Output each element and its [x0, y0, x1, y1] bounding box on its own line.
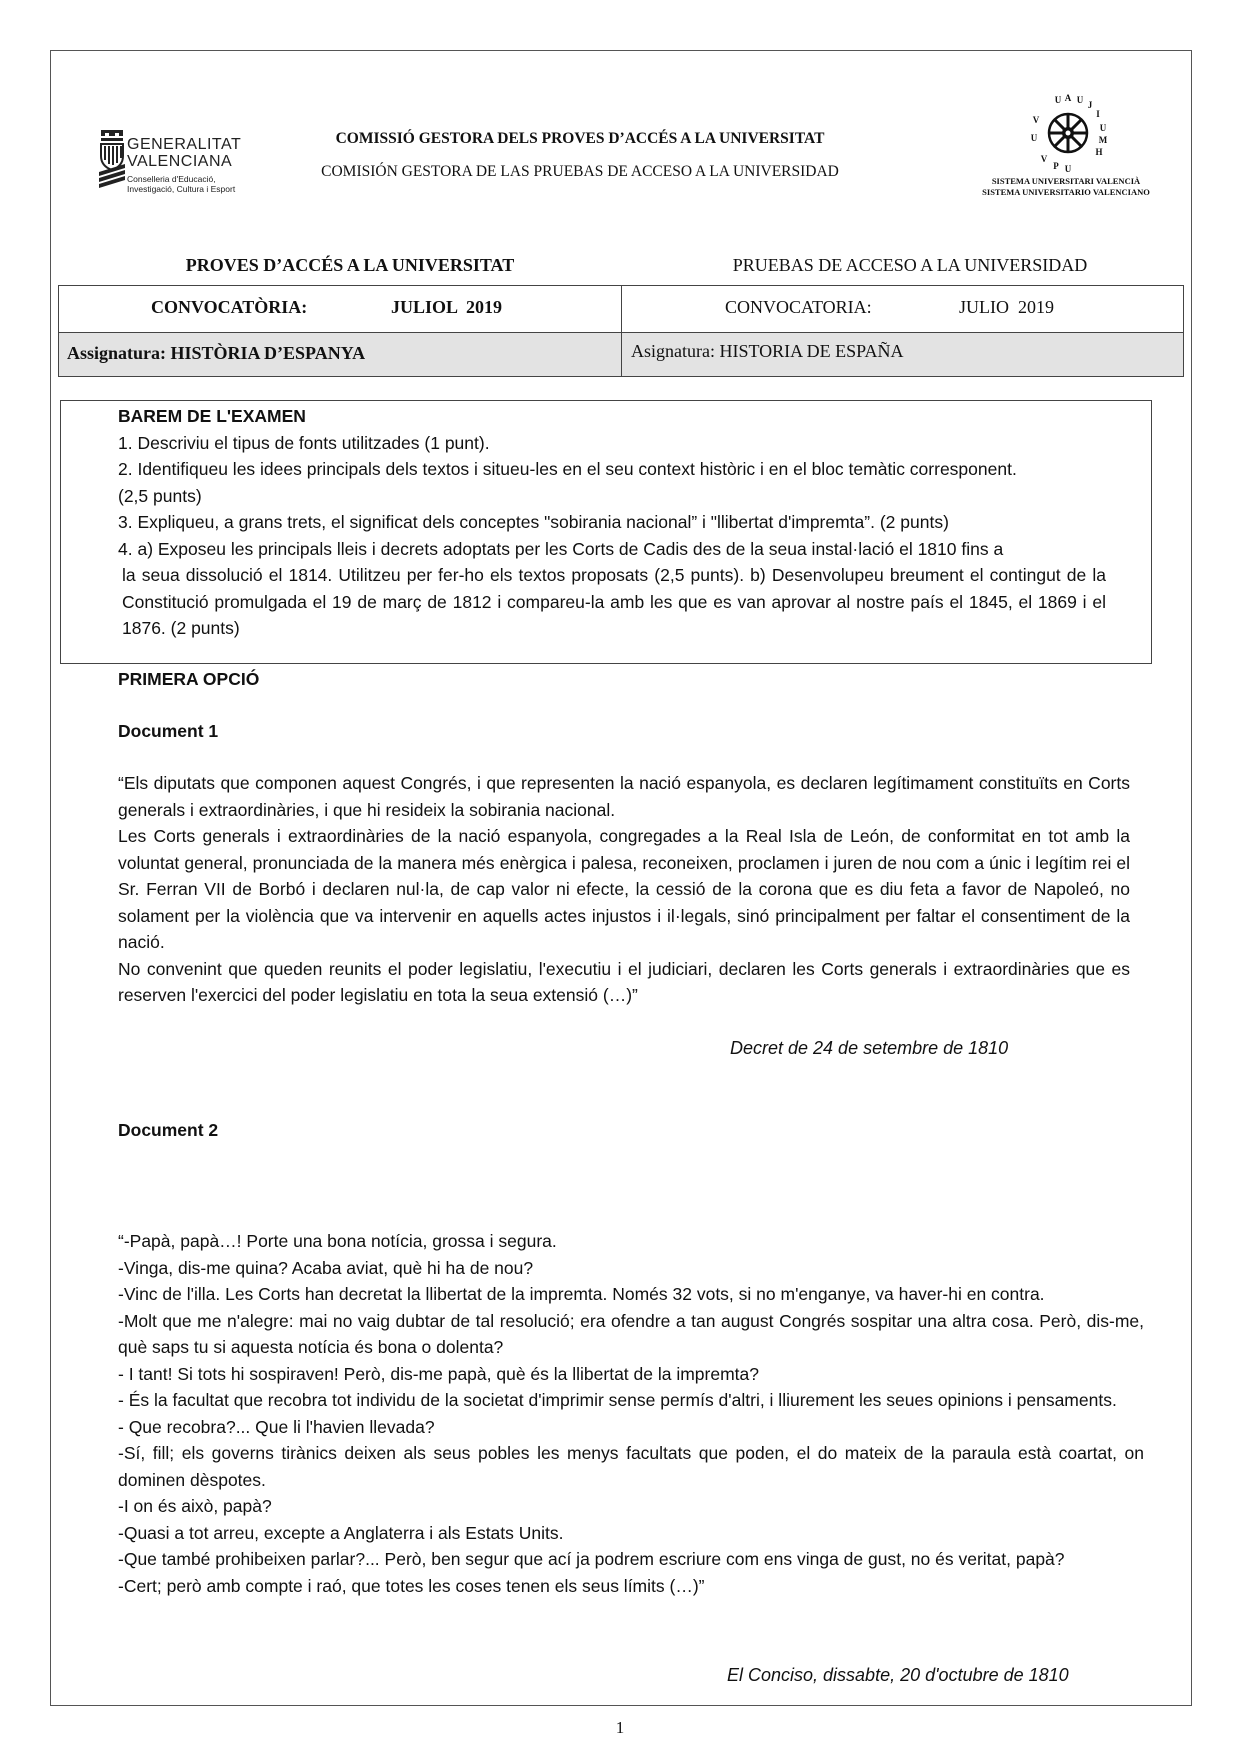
gv-name-line1: GENERALITAT: [127, 136, 242, 153]
svg-text:U: U: [1054, 95, 1062, 105]
generalitat-logo: [95, 124, 255, 198]
convocatoria-label-ca: CONVOCATÒRIA:: [151, 297, 308, 317]
svg-text:U: U: [1030, 133, 1038, 143]
doc2-line: -I on és això, papà?: [118, 1496, 272, 1516]
doc1-source: Decret de 24 de setembre de 1810: [730, 1038, 1009, 1058]
svg-text:P: P: [1053, 161, 1059, 171]
doc2-line: -Sí, fill; els governs tirànics deixen als seus pobles les menys facultats que poden, el do mateix de la paraula està coartat, on dominen dèspotes.: [118, 1443, 1144, 1490]
svg-text:J: J: [1087, 100, 1093, 110]
doc2-line: -Molt que me n'alegre: mai no vaig dubtar de tal resolució; era ofendre a tan august Congrés sospitar una altra cosa. Però, dis-me, què saps tu si aquesta notícia és bona o dolenta?: [118, 1310, 1144, 1357]
doc1-text: [118, 770, 1130, 1009]
univ-system-ca: SISTEMA UNIVERSITARI VALENCIÀ: [991, 176, 1141, 186]
doc2-line: “-Papà, papà…! Porte una bona notícia, grossa i segura.: [118, 1231, 557, 1251]
univ-system-logo-icon: [1028, 93, 1108, 173]
convocatoria-label-es: CONVOCATORIA:: [725, 297, 872, 317]
barem-content: [118, 403, 1106, 642]
doc2-title: Document 2: [118, 1120, 219, 1140]
exam-info-table: [58, 285, 1184, 377]
svg-text:A: A: [1064, 93, 1072, 103]
subject-label-ca: Assignatura:: [67, 343, 167, 363]
svg-text:V: V: [1040, 154, 1048, 164]
barem-item-4b: la seua dissolució el 1814. Utilitzeu per fer-ho els textos proposats (2,5 punts). b) Desenvolupeu breument el contingut de la Constitució promulgada el 19 de març de 1812 i compareu-la amb les que es van aprovar al nostre país el 1845, el 1869 i el 1876. (2 punts): [122, 565, 1106, 638]
option-title: PRIMERA OPCIÓ: [118, 669, 260, 689]
gv-sub-line2: Investigació, Cultura i Esport: [127, 184, 236, 194]
doc2-line: -Vinc de l'illa. Les Corts han decretat la llibertat de la impremta. Només 32 vots, si no m'enganye, va haver-hi en contra.: [118, 1284, 1045, 1304]
barem-item-2b: (2,5 punts): [118, 485, 202, 506]
barem-item-3: 3. Expliqueu, a grans trets, el significat dels conceptes "sobirania nacional” i "llibertat d'impremta”. (2 punts): [118, 512, 949, 532]
page-number: 1: [615, 1718, 625, 1737]
doc2-line: -Que també prohibeixen parlar?... Però, ben segur que ací ja podrem escriure com ens vinga de gust, no és veritat, papà?: [118, 1549, 1065, 1569]
doc1-title: Document 1: [118, 721, 219, 741]
svg-text:M: M: [1098, 135, 1108, 145]
doc2-line: - Que recobra?... Que li l'havien llevada?: [118, 1416, 435, 1437]
doc2-line: -Vinga, dis-me quina? Acaba aviat, què hi ha de nou?: [118, 1257, 534, 1278]
svg-text:H: H: [1095, 147, 1103, 157]
subject-ca: [67, 343, 365, 364]
univ-system-es: SISTEMA UNIVERSITARIO VALENCIANO: [982, 187, 1150, 197]
commission-ca: COMISSIÓ GESTORA DELS PROVES D’ACCÉS A LA UNIVERSITAT: [335, 130, 825, 147]
barem-item-1: 1. Descriviu el tipus de fonts utilitzades (1 punt).: [118, 432, 490, 453]
convocatoria-value-es: JULIO 2019: [959, 297, 1054, 317]
generalitat-emblem-icon: [95, 126, 129, 188]
exam-title-ca: PROVES D’ACCÉS A LA UNIVERSITAT: [185, 255, 515, 275]
doc2-line: - I tant! Si tots hi sospiraven! Però, dis-me papà, què és la llibertat de la impremta?: [118, 1363, 760, 1384]
doc1-paragraph-1: “Els diputats que componen aquest Congrés, i que representen la nació espanyola, es declaren legítimament constituïts en Corts generals i extraordinàries, i que hi resideix la sobirania nacional.: [118, 773, 1130, 820]
doc1-paragraph-2: Les Corts generals i extraordinàries de la nació espanyola, congregades a la Real Isla de León, de conformitat en tot amb la voluntat general, pronunciada de la manera més enèrgica i palesa, reconeixen, proclamen i juren de nou com a únic i legítim rei el Sr. Ferran VII de Borbó i declaren nul·la, de cap valor ni efecte, la cessió de la corona que es diu feta a favor de Napoleó, no solament per la violència que va intervenir en aquells actes injustos i il·legals, sinó principalment per faltar el consentiment de la nació.: [118, 826, 1130, 952]
svg-text:U: U: [1099, 123, 1107, 133]
doc2-line: -Quasi a tot arreu, excepte a Anglaterra i als Estats Units.: [118, 1522, 564, 1543]
gv-name-line2: VALENCIANA: [127, 153, 233, 170]
barem-title: BAREM DE L'EXAMEN: [118, 406, 306, 426]
barem-item-2a: 2. Identifiqueu les idees principals dels textos i situeu-les en el seu context històric i en el bloc temàtic corresponent.: [118, 459, 1017, 479]
svg-text:U: U: [1064, 164, 1072, 173]
doc2-line: -Cert; però amb compte i raó, que totes les coses tenen els seus límits (…)”: [118, 1575, 705, 1596]
commission-es: COMISIÓN GESTORA DE LAS PRUEBAS DE ACCESO A LA UNIVERSIDAD: [321, 163, 839, 180]
doc2-line: - És la facultat que recobra tot individu de la societat d'imprimir sense permís d'altri, i lliurement les seues opinions i pensaments.: [118, 1390, 1117, 1410]
doc1-paragraph-3: No convenint que queden reunits el poder legislatiu, l'executiu i el judiciari, declaren les Corts generals i extraordinàries que es reserven l'exercici del poder legislatiu en tota la seua extensió (…)”: [118, 958, 1130, 1005]
doc2-text: [118, 1228, 1144, 1599]
svg-text:U: U: [1076, 95, 1084, 105]
subject-es: Asignatura: HISTORIA DE ESPAÑA: [631, 341, 904, 361]
gv-sub-line1: Conselleria d'Educació,: [127, 174, 216, 184]
doc2-source: El Conciso, dissabte, 20 d'octubre de 1810: [727, 1665, 1069, 1685]
exam-title-es: PRUEBAS DE ACCESO A LA UNIVERSIDAD: [732, 255, 1088, 275]
svg-text:I: I: [1096, 109, 1100, 119]
convocatoria-value-ca: JULIOL 2019: [391, 297, 503, 317]
subject-value-ca: HISTÒRIA D’ESPANYA: [170, 343, 366, 363]
svg-text:V: V: [1032, 115, 1040, 125]
barem-item-4a: 4. a) Exposeu les principals lleis i decrets adoptats per les Corts de Cadis des de la seua instal·lació el 1810 fins a: [118, 538, 1004, 559]
